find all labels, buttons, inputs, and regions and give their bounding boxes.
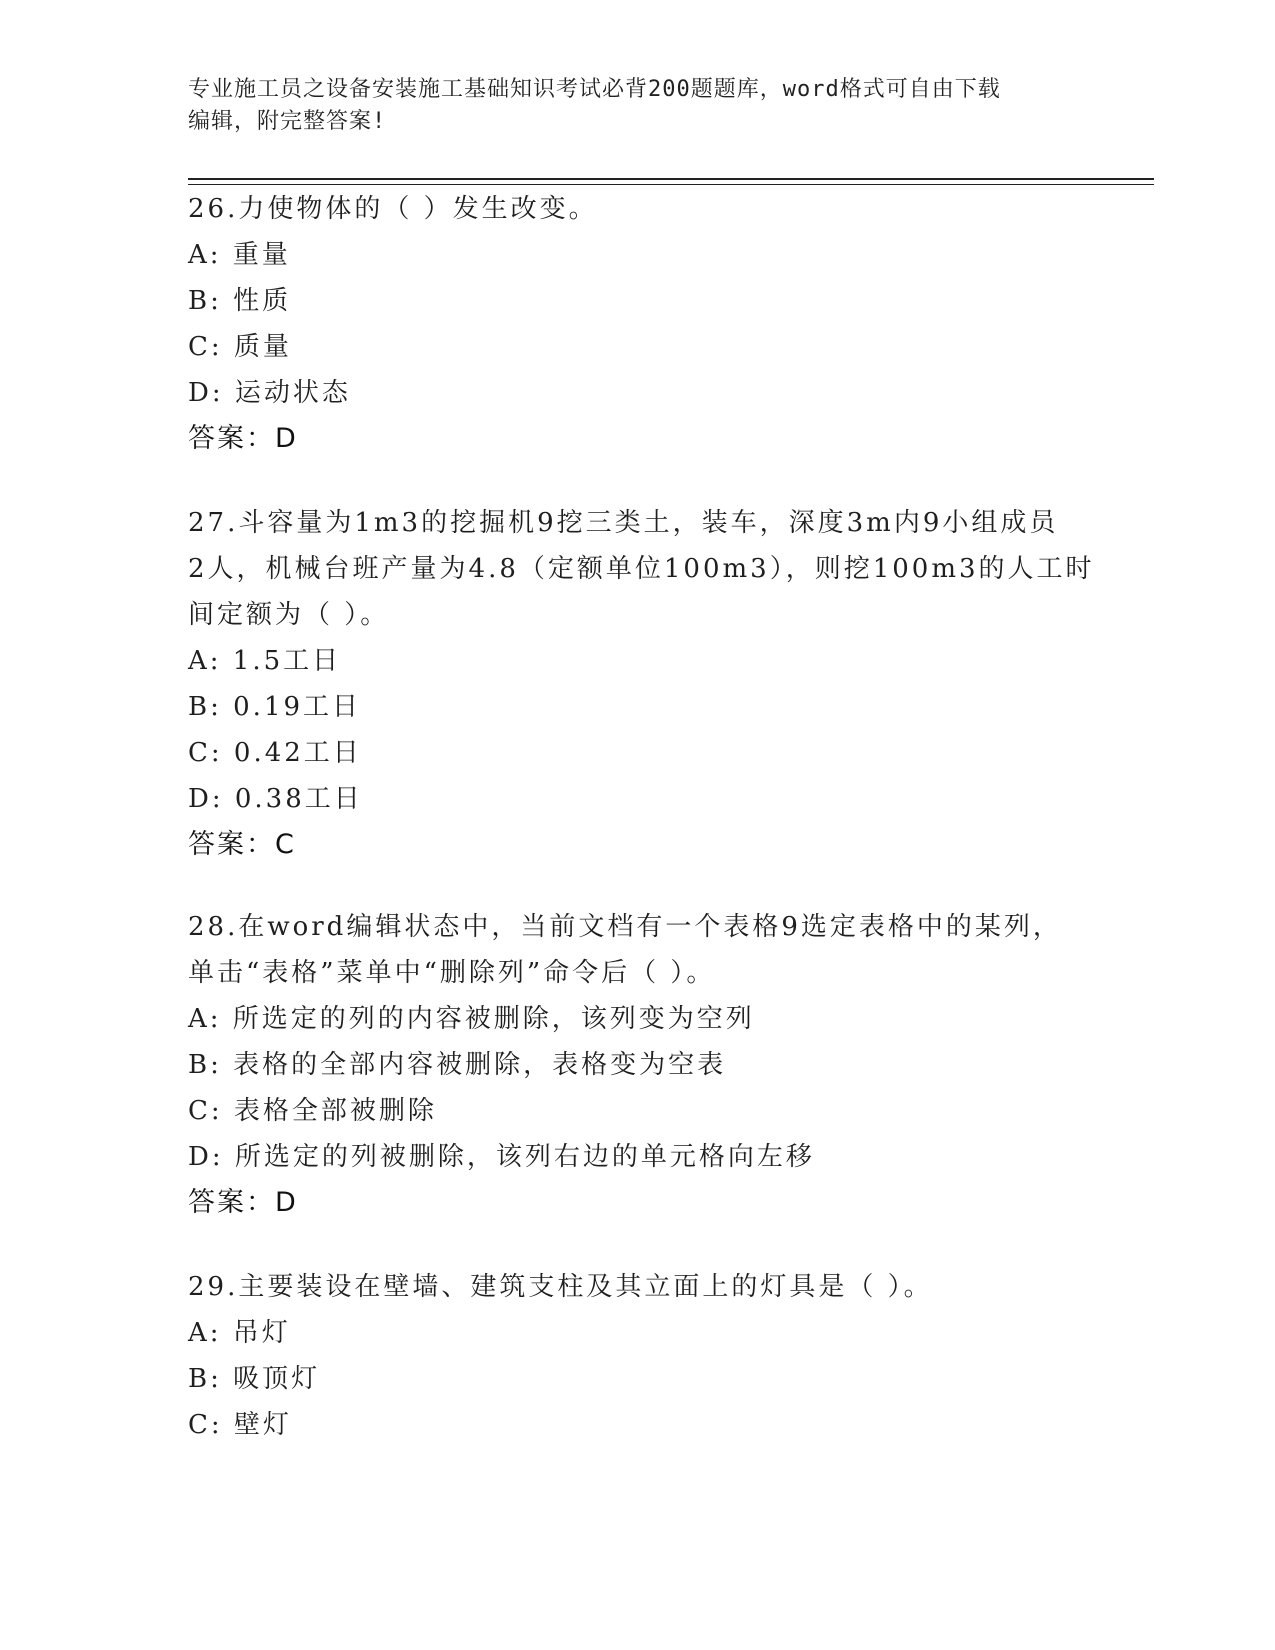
option-b: B: 吸顶灯	[188, 1364, 321, 1394]
option-c: C: 表格全部被删除	[188, 1096, 437, 1126]
option-b: B: 0.19工日	[188, 692, 362, 722]
header-divider-thick	[188, 178, 1154, 180]
answer-key: 答案：D	[188, 423, 298, 454]
option-d: D: 运动状态	[188, 378, 351, 408]
option-b: B: 表格的全部内容被删除，表格变为空表	[188, 1050, 727, 1080]
option-d: D: 所选定的列被删除，该列右边的单元格向左移	[188, 1142, 815, 1172]
option-c: C: 壁灯	[188, 1410, 292, 1440]
option-a: A: 1.5工日	[188, 646, 342, 676]
question-stem: 单击“表格”菜单中“删除列”命令后（ ）。	[188, 958, 716, 988]
question-stem: 28.在word编辑状态中，当前文档有一个表格9选定表格中的某列，	[188, 912, 1062, 942]
option-c: C: 质量	[188, 332, 292, 362]
question-27	[188, 500, 1095, 868]
option-b: B: 性质	[188, 286, 292, 316]
question-stem: 2人，机械台班产量为4.8（定额单位100m3），则挖100m3的人工时	[188, 554, 1095, 584]
question-stem: 26.力使物体的（ ）发生改变。	[188, 194, 598, 224]
question-stem: 间定额为（ ）。	[188, 600, 390, 630]
option-a: A: 吊灯	[188, 1318, 291, 1348]
answer-key: 答案：C	[188, 829, 296, 860]
question-26	[188, 186, 1088, 462]
answer-key: 答案：D	[188, 1187, 298, 1218]
question-stem: 27.斗容量为1m3的挖掘机9挖三类土，装车，深度3m内9小组成员	[188, 508, 1059, 538]
option-a: A: 重量	[188, 240, 291, 270]
question-28	[188, 904, 1088, 1226]
question-stem: 29.主要装设在壁墙、建筑支柱及其立面上的灯具是（ ）。	[188, 1272, 933, 1302]
option-a: A: 所选定的列的内容被删除，该列变为空列	[188, 1004, 755, 1034]
document-header	[188, 74, 1088, 138]
header-title-line-1: 专业施工员之设备安装施工基础知识考试必背200题题库，word格式可自由下载	[188, 77, 1001, 102]
option-c: C: 0.42工日	[188, 738, 362, 768]
option-d: D: 0.38工日	[188, 784, 363, 814]
question-29	[188, 1264, 1088, 1448]
header-divider-thin	[188, 184, 1154, 185]
header-title-line-2: 编辑，附完整答案!	[188, 109, 387, 134]
